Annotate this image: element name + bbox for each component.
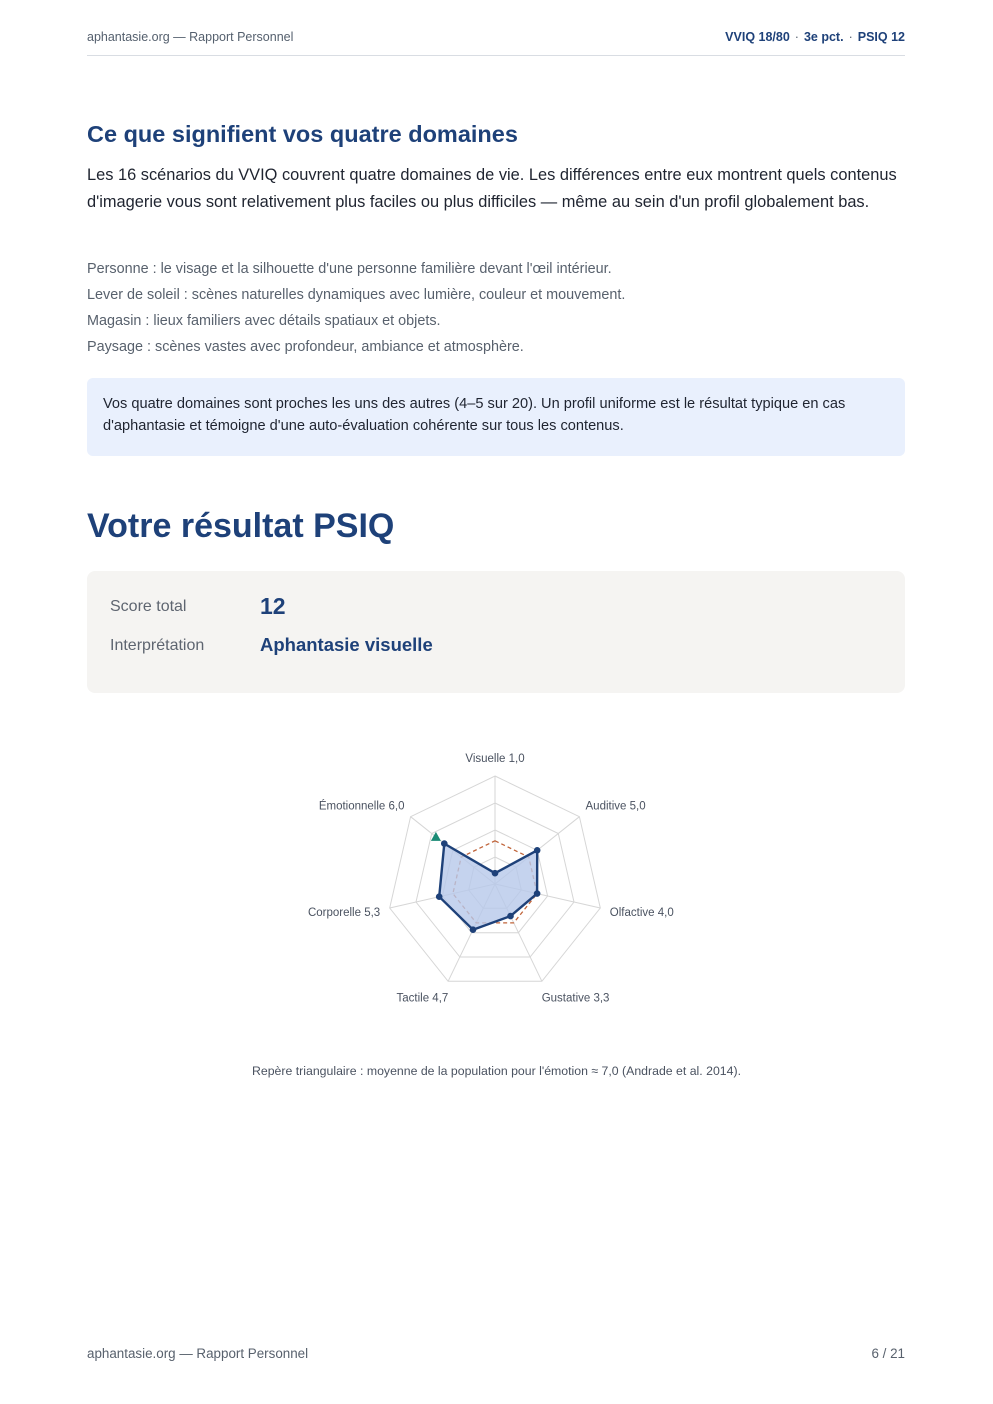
interpretation-value: Aphantasie visuelle: [260, 634, 433, 655]
psiq-radar-chart: [296, 736, 696, 1036]
radar-data-point: [534, 890, 541, 897]
radar-axis-label: Auditive 5,0: [585, 800, 646, 813]
domains-intro: Les 16 scénarios du VVIQ couvrent quatre domaines de vie. Les différences entre eux montrent quels contenus d'imagerie vous sont relativement plus faciles ou plus difficiles — même au sein d'un profil globalement bas.: [87, 166, 897, 211]
domains-heading: Ce que signifient vos quatre domaines: [87, 121, 518, 147]
header-site-name: aphantasie.org — Rapport Personnel: [87, 30, 294, 44]
radar-data-point: [470, 926, 477, 933]
psiq-score-card: [87, 571, 905, 693]
header-psiq-score: PSIQ 12: [857, 30, 905, 44]
header-separator: ·: [794, 30, 799, 44]
page-number: 6 / 21: [871, 1346, 905, 1361]
radar-data-point: [436, 893, 443, 900]
domain-item-magasin: Magasin : lieux familiers avec détails spatiaux et objets.: [87, 313, 441, 329]
page-footer: [87, 1346, 905, 1361]
domain-item-personne: Personne : le visage et la silhouette d'une personne familière devant l'œil intérieur.: [87, 261, 612, 277]
radar-data-point: [534, 847, 541, 854]
radar-axis-label: Émotionnelle 6,0: [318, 800, 405, 813]
radar-axis-label: Corporelle 5,3: [307, 907, 381, 919]
radar-axis-label: Tactile 4,7: [396, 992, 449, 1005]
radar-caption: Repère triangulaire : moyenne de la population pour l'émotion ≈ 7,0 (Andrade et al. 2014).: [252, 1064, 741, 1078]
radar-axis-label: Olfactive 4,0: [609, 907, 674, 919]
radar-data-point: [441, 840, 448, 847]
domain-list: [87, 256, 625, 360]
header-percentile: 3e pct.: [803, 30, 844, 44]
psiq-heading: Votre résultat PSIQ: [87, 507, 395, 545]
score-total-label: Score total: [110, 598, 187, 615]
radar-data-point: [507, 913, 514, 920]
header-vviq-score: VVIQ 18/80: [725, 30, 790, 44]
radar-data-point: [492, 870, 499, 877]
page-header: [87, 30, 905, 56]
radar-axis-label: Visuelle 1,0: [465, 753, 525, 765]
domain-item-lever-de-soleil: Lever de soleil : scènes naturelles dynamiques avec lumière, couleur et mouvement.: [87, 287, 626, 303]
domains-note: Vos quatre domaines sont proches les uns des autres (4–5 sur 20). Un profil uniforme est le résultat typique en cas d'aphantasie et témoigne d'une auto-évaluation cohérente sur tous les contenus.: [87, 378, 905, 456]
radar-axis-label: Gustative 3,3: [541, 992, 610, 1005]
footer-site-name: aphantasie.org — Rapport Personnel: [87, 1346, 309, 1361]
score-total-value: 12: [260, 593, 286, 619]
header-score-summary: [725, 30, 905, 44]
radar-series-area: [439, 844, 537, 930]
domain-item-paysage: Paysage : scènes vastes avec profondeur, ambiance et atmosphère.: [87, 339, 524, 355]
header-separator: ·: [848, 30, 853, 44]
interpretation-label: Interprétation: [110, 637, 205, 654]
